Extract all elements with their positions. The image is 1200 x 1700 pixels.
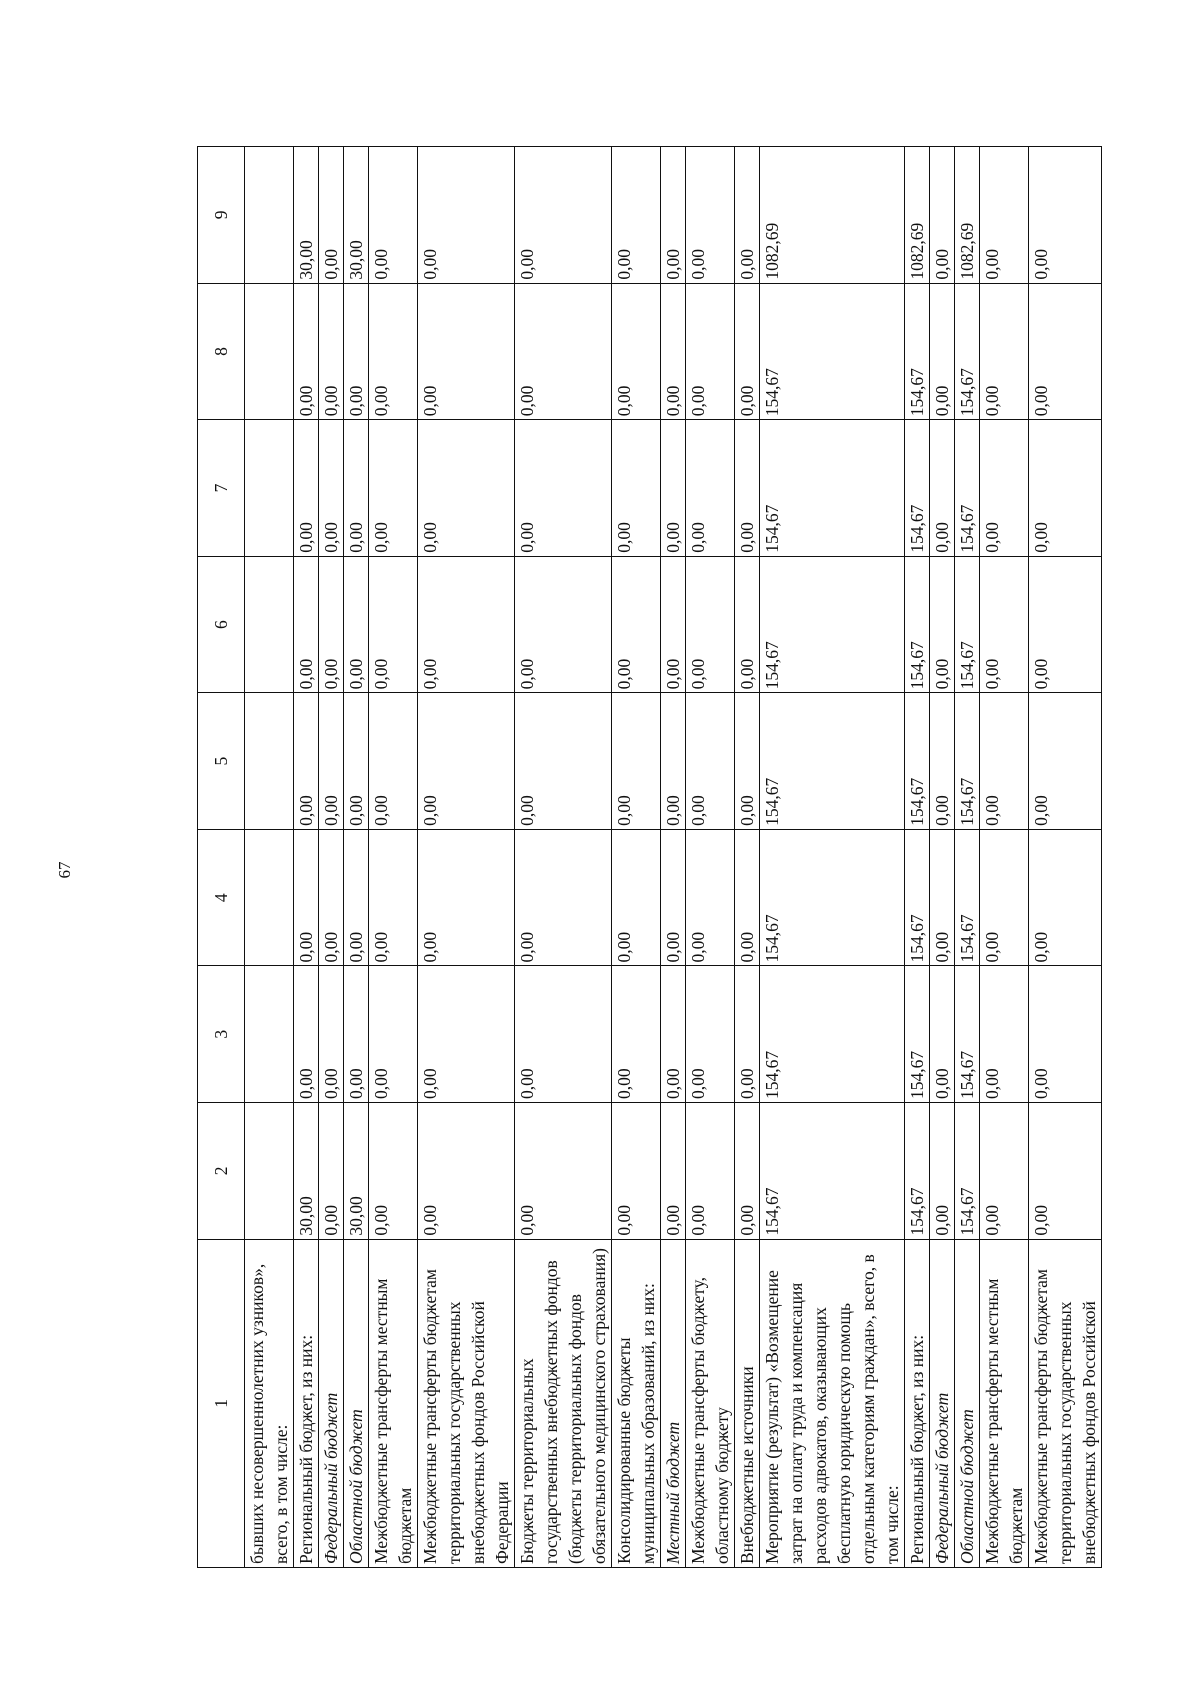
value-cell: 0,00	[1029, 966, 1102, 1103]
value-cell: 0,00	[980, 420, 1029, 557]
value-cell: 0,00	[344, 420, 369, 557]
value-cell: 154,67	[905, 693, 930, 830]
row-label: Федеральный бюджет	[319, 1239, 344, 1567]
value-cell: 0,00	[686, 556, 735, 693]
column-header: 1	[198, 1239, 245, 1567]
value-cell: 0,00	[319, 693, 344, 830]
value-cell: 154,67	[905, 1103, 930, 1240]
value-cell: 154,67	[905, 420, 930, 557]
value-cell: 0,00	[1029, 1103, 1102, 1240]
row-label: Местный бюджет	[661, 1239, 686, 1567]
value-cell: 30,00	[344, 147, 369, 284]
value-cell: 0,00	[294, 829, 319, 966]
value-cell: 0,00	[344, 556, 369, 693]
value-cell: 0,00	[661, 556, 686, 693]
value-cell: 154,67	[955, 556, 980, 693]
rotated-page-content	[197, 146, 1099, 1568]
value-cell: 0,00	[319, 420, 344, 557]
value-cell: 0,00	[980, 147, 1029, 284]
value-cell: 154,67	[760, 966, 905, 1103]
value-cell: 0,00	[980, 283, 1029, 420]
row-label: Межбюджетные трансферты бюджету, областному бюджету	[686, 1239, 735, 1567]
value-cell: 0,00	[686, 829, 735, 966]
value-cell: 0,00	[515, 420, 612, 557]
value-cell: 0,00	[735, 283, 760, 420]
value-cell	[245, 147, 294, 284]
value-cell: 154,67	[760, 1103, 905, 1240]
table-row	[930, 147, 955, 1568]
value-cell: 154,67	[955, 283, 980, 420]
value-cell: 0,00	[319, 147, 344, 284]
value-cell: 154,67	[760, 556, 905, 693]
value-cell	[245, 420, 294, 557]
value-cell: 0,00	[418, 966, 515, 1103]
value-cell: 0,00	[735, 1103, 760, 1240]
value-cell: 0,00	[294, 556, 319, 693]
value-cell: 154,67	[955, 693, 980, 830]
table-row	[686, 147, 735, 1568]
value-cell: 0,00	[319, 556, 344, 693]
value-cell: 30,00	[344, 1103, 369, 1240]
value-cell: 0,00	[515, 693, 612, 830]
table-row	[319, 147, 344, 1568]
value-cell: 0,00	[1029, 556, 1102, 693]
row-label: Консолидированные бюджеты муниципальных образований, из них:	[612, 1239, 661, 1567]
value-cell: 0,00	[735, 829, 760, 966]
table-row	[760, 147, 905, 1568]
row-label: Межбюджетные трансферты местным бюджетам	[980, 1239, 1029, 1567]
row-label: Межбюджетные трансферты бюджетам территориальных государственных внебюджетных фондов Российской Федерации	[418, 1239, 515, 1567]
value-cell: 0,00	[319, 829, 344, 966]
value-cell: 154,67	[760, 693, 905, 830]
row-label: Бюджеты территориальных государственных внебюджетных фондов (бюджеты территориальных фондов обязательного медицинского страхования)	[515, 1239, 612, 1567]
value-cell: 0,00	[515, 556, 612, 693]
value-cell: 0,00	[369, 1103, 418, 1240]
value-cell: 0,00	[980, 829, 1029, 966]
value-cell: 1082,69	[760, 147, 905, 284]
value-cell: 30,00	[294, 1103, 319, 1240]
table-row	[612, 147, 661, 1568]
table-row	[294, 147, 319, 1568]
column-header: 4	[198, 829, 245, 966]
value-cell: 0,00	[418, 1103, 515, 1240]
value-cell: 0,00	[369, 147, 418, 284]
table-row	[515, 147, 612, 1568]
row-label: Региональный бюджет, из них:	[905, 1239, 930, 1567]
value-cell: 0,00	[930, 829, 955, 966]
value-cell: 0,00	[930, 1103, 955, 1240]
value-cell: 0,00	[1029, 693, 1102, 830]
value-cell: 0,00	[612, 283, 661, 420]
value-cell: 0,00	[612, 829, 661, 966]
value-cell: 1082,69	[955, 147, 980, 284]
value-cell: 0,00	[686, 420, 735, 557]
value-cell: 0,00	[661, 420, 686, 557]
column-header: 3	[198, 966, 245, 1103]
table-row	[735, 147, 760, 1568]
row-label: Областной бюджет	[344, 1239, 369, 1567]
table-row	[955, 147, 980, 1568]
value-cell: 0,00	[418, 829, 515, 966]
table-row	[344, 147, 369, 1568]
value-cell: 0,00	[418, 693, 515, 830]
value-cell: 1082,69	[905, 147, 930, 284]
value-cell: 0,00	[686, 1103, 735, 1240]
value-cell: 0,00	[735, 556, 760, 693]
value-cell: 0,00	[515, 283, 612, 420]
value-cell: 0,00	[418, 283, 515, 420]
value-cell: 0,00	[930, 420, 955, 557]
value-cell: 154,67	[760, 420, 905, 557]
value-cell	[245, 829, 294, 966]
value-cell: 0,00	[1029, 147, 1102, 284]
value-cell: 0,00	[980, 966, 1029, 1103]
column-header: 8	[198, 283, 245, 420]
column-header: 2	[198, 1103, 245, 1240]
budget-table-container	[197, 146, 1099, 1568]
table-body	[245, 147, 1102, 1568]
table-row	[245, 147, 294, 1568]
value-cell	[245, 966, 294, 1103]
value-cell: 0,00	[344, 829, 369, 966]
value-cell: 0,00	[319, 283, 344, 420]
table-row	[418, 147, 515, 1568]
value-cell: 30,00	[294, 147, 319, 284]
value-cell: 0,00	[319, 966, 344, 1103]
value-cell: 0,00	[1029, 829, 1102, 966]
value-cell: 0,00	[930, 147, 955, 284]
row-label: Межбюджетные трансферты местным бюджетам	[369, 1239, 418, 1567]
value-cell: 154,67	[955, 829, 980, 966]
value-cell: 0,00	[515, 1103, 612, 1240]
value-cell: 0,00	[735, 966, 760, 1103]
value-cell: 0,00	[369, 420, 418, 557]
value-cell: 0,00	[369, 829, 418, 966]
value-cell: 0,00	[930, 966, 955, 1103]
value-cell: 0,00	[661, 966, 686, 1103]
value-cell	[245, 693, 294, 830]
value-cell: 0,00	[344, 283, 369, 420]
column-header: 7	[198, 420, 245, 557]
value-cell: 0,00	[612, 966, 661, 1103]
table-row	[369, 147, 418, 1568]
header-row	[198, 147, 245, 1568]
column-header: 9	[198, 147, 245, 284]
value-cell: 0,00	[369, 556, 418, 693]
value-cell: 0,00	[515, 147, 612, 284]
value-cell: 154,67	[905, 829, 930, 966]
row-label: Внебюджетные источники	[735, 1239, 760, 1567]
value-cell: 0,00	[661, 147, 686, 284]
value-cell: 0,00	[294, 283, 319, 420]
value-cell: 0,00	[344, 966, 369, 1103]
value-cell: 0,00	[661, 1103, 686, 1240]
row-label: Федеральный бюджет	[930, 1239, 955, 1567]
value-cell: 0,00	[930, 556, 955, 693]
value-cell: 154,67	[955, 1103, 980, 1240]
value-cell: 0,00	[735, 420, 760, 557]
value-cell	[245, 556, 294, 693]
value-cell: 0,00	[686, 283, 735, 420]
value-cell: 0,00	[735, 693, 760, 830]
value-cell: 0,00	[344, 693, 369, 830]
value-cell: 0,00	[418, 420, 515, 557]
value-cell: 0,00	[735, 147, 760, 284]
row-label: Областной бюджет	[955, 1239, 980, 1567]
value-cell: 0,00	[369, 966, 418, 1103]
value-cell: 0,00	[418, 556, 515, 693]
value-cell: 0,00	[515, 966, 612, 1103]
value-cell: 154,67	[955, 420, 980, 557]
value-cell: 0,00	[980, 1103, 1029, 1240]
value-cell: 0,00	[661, 829, 686, 966]
value-cell: 154,67	[760, 829, 905, 966]
value-cell: 154,67	[955, 966, 980, 1103]
value-cell	[245, 1103, 294, 1240]
value-cell: 0,00	[294, 693, 319, 830]
value-cell: 0,00	[686, 966, 735, 1103]
budget-table	[197, 146, 1102, 1568]
value-cell: 154,67	[905, 556, 930, 693]
value-cell: 0,00	[612, 693, 661, 830]
value-cell: 0,00	[319, 1103, 344, 1240]
value-cell: 0,00	[418, 147, 515, 284]
value-cell: 0,00	[930, 693, 955, 830]
table-row	[661, 147, 686, 1568]
value-cell: 0,00	[294, 966, 319, 1103]
value-cell: 0,00	[1029, 420, 1102, 557]
column-header: 5	[198, 693, 245, 830]
value-cell: 154,67	[905, 283, 930, 420]
value-cell: 0,00	[930, 283, 955, 420]
table-row	[980, 147, 1029, 1568]
table-row	[1029, 147, 1102, 1568]
value-cell: 0,00	[686, 147, 735, 284]
row-label: Региональный бюджет, из них:	[294, 1239, 319, 1567]
row-label: Мероприятие (результат) «Возмещение затрат на оплату труда и компенсация расходов адвокатов, оказывающих бесплатную юридическую помощь отдельным категориям граждан», всего, в том числе:	[760, 1239, 905, 1567]
value-cell: 0,00	[1029, 283, 1102, 420]
value-cell: 0,00	[612, 1103, 661, 1240]
value-cell: 0,00	[369, 283, 418, 420]
value-cell: 0,00	[612, 556, 661, 693]
value-cell: 0,00	[980, 693, 1029, 830]
value-cell: 0,00	[612, 147, 661, 284]
value-cell: 0,00	[980, 556, 1029, 693]
value-cell: 0,00	[294, 420, 319, 557]
value-cell: 0,00	[686, 693, 735, 830]
table-row	[905, 147, 930, 1568]
value-cell: 0,00	[661, 693, 686, 830]
row-label: Межбюджетные трансферты бюджетам территориальных государственных внебюджетных фондов Российской	[1029, 1239, 1102, 1567]
value-cell: 0,00	[612, 420, 661, 557]
value-cell	[245, 283, 294, 420]
value-cell: 0,00	[515, 829, 612, 966]
row-label: бывших несовершеннолетних узников», всего, в том числе:	[245, 1239, 294, 1567]
value-cell: 154,67	[760, 283, 905, 420]
value-cell: 0,00	[369, 693, 418, 830]
column-header: 6	[198, 556, 245, 693]
value-cell: 154,67	[905, 966, 930, 1103]
page-number: 67	[55, 861, 74, 879]
value-cell: 0,00	[661, 283, 686, 420]
